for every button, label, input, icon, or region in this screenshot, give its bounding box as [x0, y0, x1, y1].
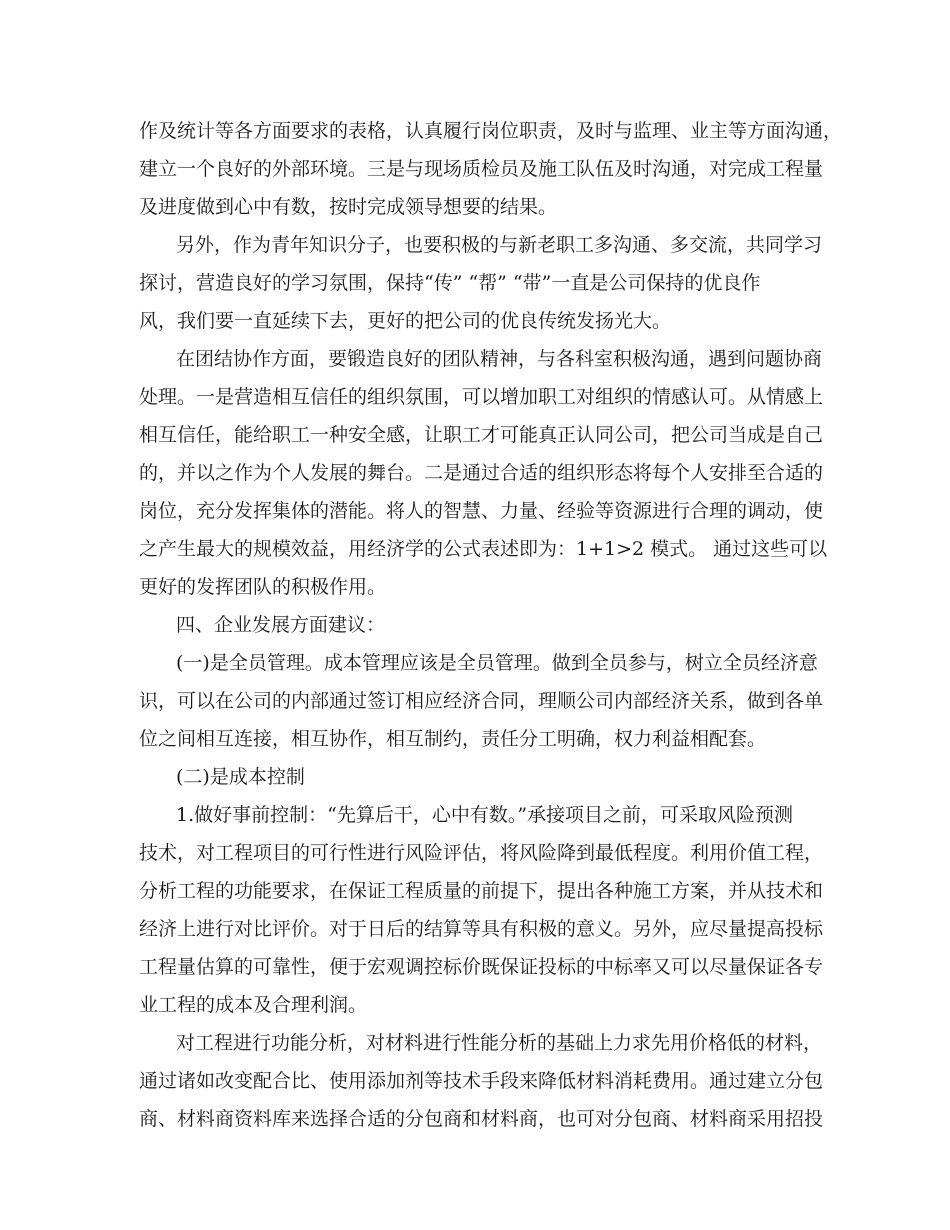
text-line: 识，可以在公司的内部通过签订相应经济合同，理顺公司内部经济关系，做到各单	[139, 690, 824, 712]
text-line: 探讨，营造良好的学习氛围，保持“传” “帮” “带”一直是公司保持的优良作	[139, 272, 761, 294]
paragraph-first-line: (一)是全员管理。成本管理应该是全员管理。做到全员参与，树立全员经济意	[176, 652, 818, 674]
text-line: 的，并以之作为个人发展的舞台。二是通过合适的组织形态将每个人安排至合适的	[139, 462, 824, 484]
text-line: 风，我们要一直延续下去，更好的把公司的优良传统发扬光大。	[139, 310, 672, 332]
text-line: 技术，对工程项目的可行性进行风险评估，将风险降到最低程度。利用价值工程，	[139, 842, 824, 864]
paragraph-first-line: 另外，作为青年知识分子，也要积极的与新老职工多沟通、多交流，共同学习	[176, 234, 823, 256]
text-line: 处理。一是营造相互信任的组织氛围，可以增加职工对组织的情感认可。从情感上	[139, 386, 824, 408]
text-line: 建立一个良好的外部环境。三是与现场质检员及施工队伍及时沟通，对完成工程量	[139, 158, 824, 180]
text-line: 分析工程的功能要求，在保证工程质量的前提下，提出各种施工方案，并从技术和	[139, 880, 824, 902]
section-heading: 四、企业发展方面建议：	[176, 614, 386, 636]
text-line: 作及统计等各方面要求的表格，认真履行岗位职责，及时与监理、业主等方面沟通，	[139, 120, 843, 142]
text-line: 位之间相互连接，相互协作，相互制约，责任分工明确，权力利益相配套。	[139, 728, 767, 750]
text-line: 之产生最大的规模效益，用经济学的公式表述即为：1+1>2 模式。 通过这些可以	[139, 538, 828, 560]
text-line: 及进度做到心中有数，按时完成领导想要的结果。	[139, 196, 558, 218]
text-line: 商、材料商资料库来选择合适的分包商和材料商，也可对分包商、材料商采用招投	[139, 1108, 824, 1130]
text-line: 相互信任，能给职工一种安全感，让职工才可能真正认同公司，把公司当成是自己	[139, 424, 824, 446]
paragraph-first-line: 在团结协作方面，要锻造良好的团队精神，与各科室积极沟通，遇到问题协商	[176, 348, 823, 370]
text-line: 通过诸如改变配合比、使用添加剂等技术手段来降低材料消耗费用。通过建立分包	[139, 1070, 824, 1092]
text-line: 经济上进行对比评价。对于日后的结算等具有积极的意义。另外，应尽量提高投标	[139, 918, 824, 940]
paragraph-first-line: 1.做好事前控制：“先算后干，心中有数。”承接项目之前，可采取风险预测	[176, 804, 794, 826]
text-line: 更好的发挥团队的积极作用。	[139, 576, 387, 598]
paragraph-first-line: 对工程进行功能分析，对材料进行性能分析的基础上力求先用价格低的材料，	[176, 1032, 823, 1054]
text-line: 工程量估算的可靠性，便于宏观调控标价既保证投标的中标率又可以尽量保证各专	[139, 956, 824, 978]
text-line: 业工程的成本及合理利润。	[139, 994, 368, 1016]
subsection-heading: (二)是成本控制	[176, 766, 305, 788]
text-line: 岗位，充分发挥集体的潜能。将人的智慧、力量、经验等资源进行合理的调动，使	[139, 500, 824, 522]
